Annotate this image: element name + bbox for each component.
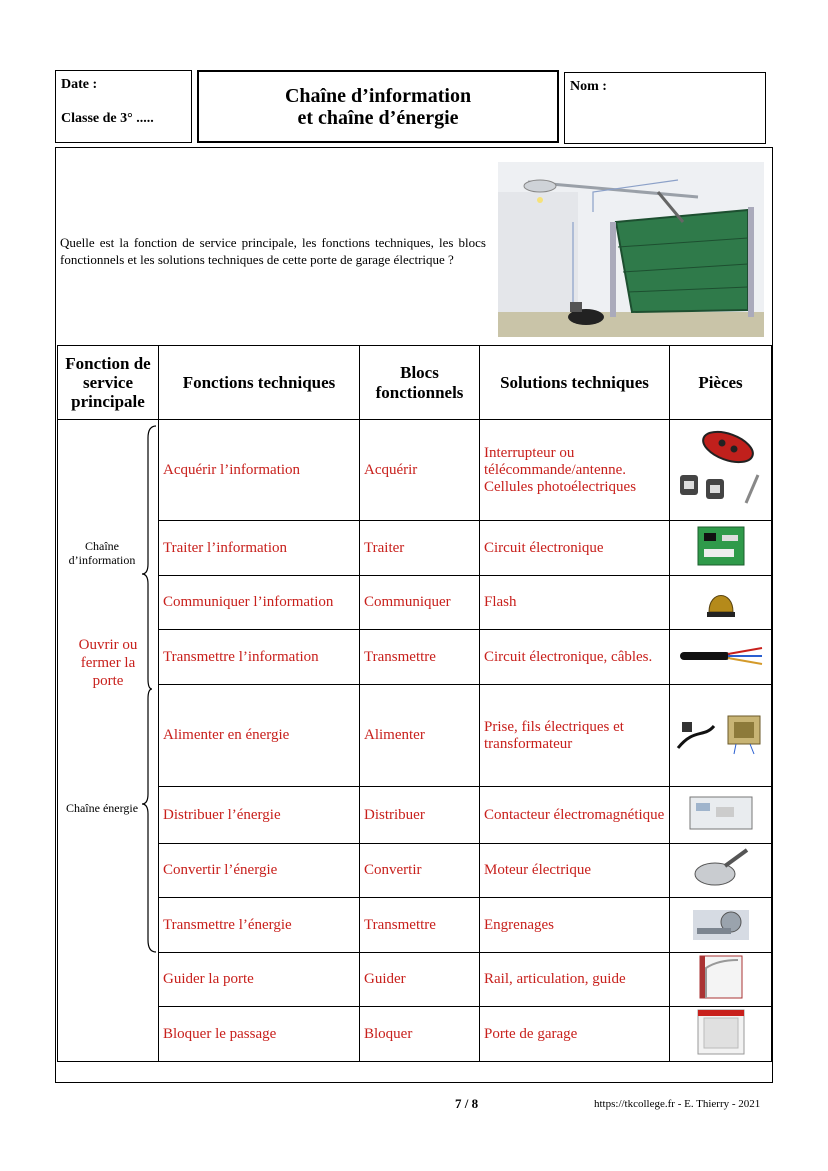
table-row [58,630,772,685]
name-label: Nom : [570,79,607,94]
functional-block: Distribuer [360,787,480,844]
page-number: 7 / 8 [455,1096,479,1111]
technical-solution: Circuit électronique, câbles. [480,630,670,685]
technical-function: Distribuer l’énergie [159,787,360,844]
part-image [670,787,772,844]
functional-block: Convertir [360,844,480,898]
curly-brace [140,424,160,954]
part-image [670,1007,772,1062]
technical-solution: Interrupteur ou télécommande/antenne. Cellules photoélectriques [480,420,670,521]
functional-block: Bloquer [360,1007,480,1062]
table-row [58,844,772,898]
motor-icon [691,846,751,890]
technical-function: Communiquer l’information [159,576,360,630]
part-image [670,521,772,576]
table-row [58,898,772,953]
table-row [58,420,772,521]
class-label: Classe de 3° ..... [61,111,154,126]
header-parts: Pièces [670,346,772,420]
energy-chain-label: Chaîne énergie [65,801,139,815]
functional-block: Traiter [360,521,480,576]
header-functional-blocks: Blocs fonctionnels [360,346,480,420]
main-function-label: Ouvrir ou fermer la porte [78,637,138,689]
contactor-icon [686,793,756,833]
functional-block: Guider [360,953,480,1007]
gears-icon [691,902,751,944]
functional-block: Transmettre [360,630,480,685]
technical-function: Transmettre l’information [159,630,360,685]
functions-table [57,345,772,1062]
title-line-1: Chaîne d’information [284,85,472,107]
part-image [670,953,772,1007]
technical-solution: Engrenages [480,898,670,953]
technical-function: Transmettre l’énergie [159,898,360,953]
part-image [670,685,772,787]
name-box [564,72,766,144]
functional-block: Acquérir [360,420,480,521]
technical-function: Convertir l’énergie [159,844,360,898]
title-line-2: et chaîne d’énergie [297,107,459,129]
table-row [58,953,772,1007]
flash-light-icon [701,580,741,620]
technical-solution: Contacteur électromagnétique [480,787,670,844]
part-image [670,630,772,685]
title-box [197,70,559,143]
header-technical-solutions: Solutions techniques [480,346,670,420]
question-text: Quelle est la fonction de service principale, les fonctions techniques, les blocs fonctionnels et les solutions techniques de cette porte de garage électrique ? [60,235,486,267]
part-image [670,844,772,898]
circuit-board-icon [696,525,746,567]
header-technical-functions: Fonctions techniques [159,346,360,420]
part-image [670,576,772,630]
garage-door-illustration [498,162,764,337]
technical-function: Traiter l’information [159,521,360,576]
part-image [670,898,772,953]
date-box [55,70,192,143]
technical-solution: Prise, fils électriques et transformateur [480,685,670,787]
functional-block: Transmettre [360,898,480,953]
table-row [58,685,772,787]
garage-door-icon [696,1008,746,1056]
technical-solution: Rail, articulation, guide [480,953,670,1007]
technical-solution: Flash [480,576,670,630]
functional-block: Alimenter [360,685,480,787]
footer-credit: https://tkcollege.fr - E. Thierry - 2021 [594,1098,761,1110]
technical-solution: Porte de garage [480,1007,670,1062]
technical-function: Bloquer le passage [159,1007,360,1062]
technical-function: Acquérir l’information [159,420,360,521]
info-chain-label: Chaîne d’information [68,539,136,567]
functional-block: Communiquer [360,576,480,630]
table-row [58,521,772,576]
technical-solution: Moteur électrique [480,844,670,898]
header-main-function: Fonction de service principale [58,346,159,420]
table-row [58,576,772,630]
date-label: Date : [61,77,98,92]
table-row [58,787,772,844]
table-row [58,1007,772,1062]
cable-icon [678,640,764,670]
technical-function: Alimenter en énergie [159,685,360,787]
plug-transformer-icon [674,708,768,758]
rail-guide-icon [698,954,744,1000]
remote-and-sensors-icon [676,425,766,510]
technical-solution: Circuit électronique [480,521,670,576]
technical-function: Guider la porte [159,953,360,1007]
part-image [670,420,772,521]
